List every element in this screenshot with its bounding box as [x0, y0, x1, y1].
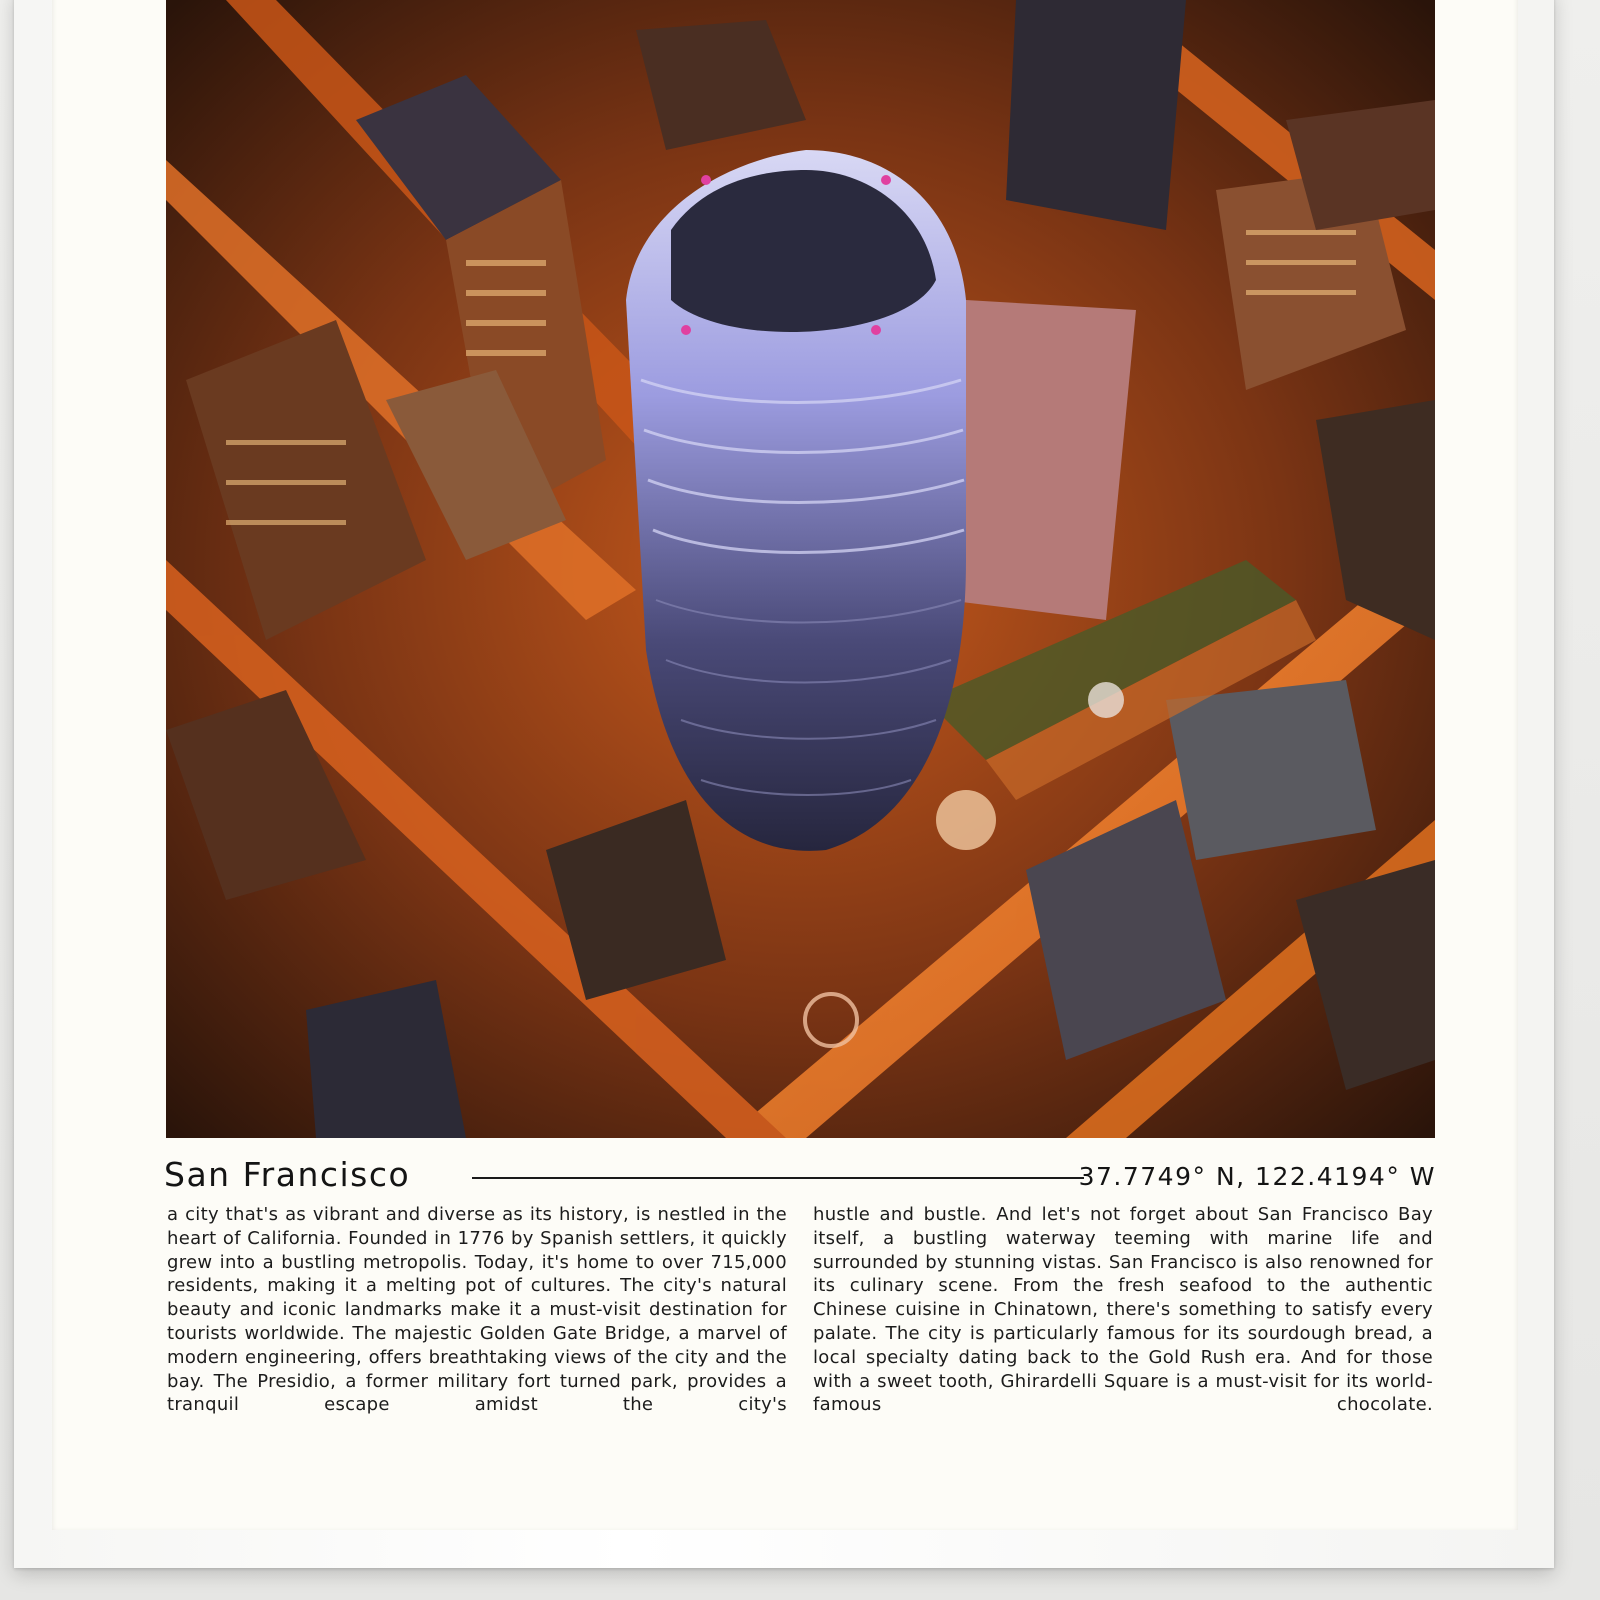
description-column-left: a city that's as vibrant and diverse as its history, is nestled in the heart of California. Founded in 1776 by Spanish settlers, it quickly grew into a bustling metropolis. Today, it's home to over 715,000 residents, making it a melting pot of cultures. The city's natural beauty and iconic landmarks make it a must-visit destination for tourists worldwide. The majestic Golden Gate Bridge, a marvel of modern engineering, offers breathtaking views of the city and the bay. The Presidio, a former military fort turned park, provides a tranquil escape amidst the city's: [167, 1204, 787, 1416]
tower: [626, 150, 966, 851]
city-title: San Francisco: [164, 1155, 411, 1194]
aerial-city-photo: [166, 0, 1435, 1138]
title-row: [164, 1155, 1436, 1195]
coordinates-label: 37.7749° N, 122.4194° W: [1078, 1162, 1436, 1191]
title-divider-line: [472, 1177, 1084, 1179]
description-column-right: hustle and bustle. And let's not forget about San Francisco Bay itself, a bustling waterway teeming with marine life and surrounded by stunning vistas. San Francisco is also renowned for its culinary scene. From the fresh seafood to the authentic Chinese cuisine in Chinatown, there's something to satisfy every palate. The city is particularly famous for its sourdough bread, a local specialty dating back to the Gold Rush era. And for those with a sweet tooth, Ghirardelli Square is a must-visit for its world-famous chocolate.: [813, 1204, 1433, 1416]
aerial-city-illustration: [166, 0, 1435, 1138]
